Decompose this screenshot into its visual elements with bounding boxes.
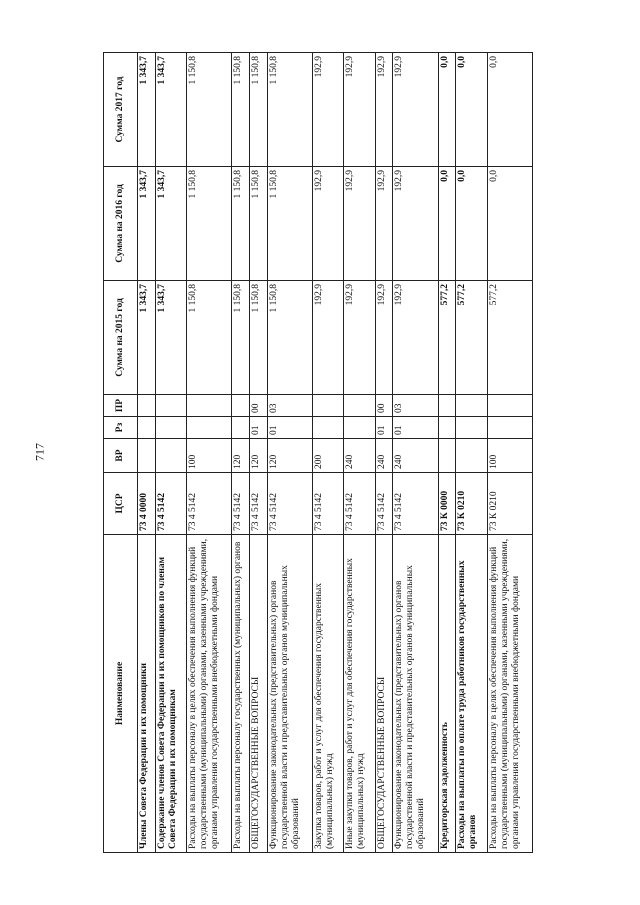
cell-csr: 73 4 5142 [155, 473, 186, 535]
cell-sum-2017: 1 150,8 [187, 53, 232, 167]
cell-sum-2017: 1 150,8 [232, 53, 250, 167]
cell-vr: 100 [487, 439, 532, 473]
cell-rz [138, 417, 156, 439]
cell-sum-2015: 192,9 [393, 281, 438, 395]
table-row [138, 53, 156, 853]
cell-sum-2017: 1 150,8 [267, 53, 312, 167]
cell-vr [155, 439, 186, 473]
table-row [344, 53, 375, 853]
cell-csr: 73 4 5142 [312, 473, 343, 535]
cell-csr: 73 4 5142 [249, 473, 267, 535]
cell-sum-2016: 1 150,8 [249, 167, 267, 281]
cell-vr: 240 [393, 439, 438, 473]
budget-table [103, 52, 533, 853]
cell-vr [456, 439, 487, 473]
cell-csr: 73 К 0210 [487, 473, 532, 535]
cell-rz [438, 417, 456, 439]
cell-csr: 73 4 0000 [138, 473, 156, 535]
cell-name: ОБЩЕГОСУДАРСТВЕННЫЕ ВОПРОСЫ [375, 535, 393, 853]
cell-rz [487, 417, 532, 439]
cell-sum-2016: 1 150,8 [267, 167, 312, 281]
cell-pr [312, 395, 343, 417]
header-vr: ВР [104, 439, 138, 473]
cell-sum-2016: 0,0 [487, 167, 532, 281]
cell-sum-2015: 577,2 [456, 281, 487, 395]
cell-sum-2015: 1 150,8 [249, 281, 267, 395]
cell-vr: 120 [232, 439, 250, 473]
header-csr: ЦСР [104, 473, 138, 535]
header-sum-2017: Сумма 2017 год [104, 53, 138, 167]
cell-name: Иные закупки товаров, работ и услуг для обеспечения государственных (муниципальных) нужд [344, 535, 375, 853]
cell-pr: 03 [393, 395, 438, 417]
cell-sum-2017: 192,9 [393, 53, 438, 167]
cell-pr [138, 395, 156, 417]
cell-rz: 01 [393, 417, 438, 439]
cell-sum-2015: 1 150,8 [232, 281, 250, 395]
cell-csr: 73 4 5142 [393, 473, 438, 535]
table-row [267, 53, 312, 853]
header-pr: ПР [104, 395, 138, 417]
cell-vr: 120 [267, 439, 312, 473]
cell-sum-2015: 192,9 [375, 281, 393, 395]
cell-vr: 100 [187, 439, 232, 473]
cell-sum-2017: 1 343,7 [155, 53, 186, 167]
cell-sum-2017: 192,9 [344, 53, 375, 167]
cell-vr [138, 439, 156, 473]
cell-sum-2017: 0,0 [456, 53, 487, 167]
cell-csr: 73 4 5142 [232, 473, 250, 535]
cell-name: Закупка товаров, работ и услуг для обеспечения государственных (муниципальных) нужд [312, 535, 343, 853]
page-number: 717 [32, 443, 47, 461]
cell-sum-2015: 192,9 [344, 281, 375, 395]
cell-rz [187, 417, 232, 439]
header-name: Наименование [104, 535, 138, 853]
table-row [249, 53, 267, 853]
cell-csr: 73 4 5142 [267, 473, 312, 535]
cell-rz [456, 417, 487, 439]
table-body [138, 53, 533, 853]
cell-rz [344, 417, 375, 439]
cell-sum-2016: 0,0 [438, 167, 456, 281]
cell-sum-2016: 1 150,8 [187, 167, 232, 281]
cell-pr: 00 [375, 395, 393, 417]
cell-sum-2017: 192,9 [312, 53, 343, 167]
table-row [487, 53, 532, 853]
cell-rz [312, 417, 343, 439]
cell-sum-2016: 192,9 [312, 167, 343, 281]
table-row [456, 53, 487, 853]
table-row [438, 53, 456, 853]
cell-vr [438, 439, 456, 473]
cell-vr: 240 [344, 439, 375, 473]
cell-sum-2017: 1 150,8 [249, 53, 267, 167]
cell-csr: 73 К 0000 [438, 473, 456, 535]
cell-sum-2017: 0,0 [438, 53, 456, 167]
cell-pr [187, 395, 232, 417]
cell-rz [155, 417, 186, 439]
cell-sum-2015: 577,2 [438, 281, 456, 395]
cell-sum-2015: 577,2 [487, 281, 532, 395]
cell-name: Расходы на выплаты персоналу в целях обеспечения выполнения функций государственными (муниципальными) органами, казенными учреждениями, органами управления государственными внебюджетными фондами [187, 535, 232, 853]
cell-rz: 01 [267, 417, 312, 439]
header-sum-2015: Сумма на 2015 год [104, 281, 138, 395]
rotated-table-wrapper [103, 53, 533, 853]
header-rz: Рз [104, 417, 138, 439]
cell-sum-2015: 192,9 [312, 281, 343, 395]
cell-sum-2017: 192,9 [375, 53, 393, 167]
cell-name: Расходы на выплаты персоналу в целях обеспечения выполнения функций государственными (муниципальными) органами, казенными учреждениями, органами управления государственными внебюджетными фондами [487, 535, 532, 853]
cell-sum-2016: 192,9 [375, 167, 393, 281]
cell-vr: 240 [375, 439, 393, 473]
cell-csr: 73 4 5142 [375, 473, 393, 535]
cell-rz: 01 [375, 417, 393, 439]
cell-sum-2016: 1 343,7 [138, 167, 156, 281]
cell-sum-2015: 1 150,8 [187, 281, 232, 395]
cell-sum-2016: 1 343,7 [155, 167, 186, 281]
cell-vr: 120 [249, 439, 267, 473]
cell-pr [438, 395, 456, 417]
cell-name: ОБЩЕГОСУДАРСТВЕННЫЕ ВОПРОСЫ [249, 535, 267, 853]
cell-pr: 03 [267, 395, 312, 417]
cell-sum-2015: 1 150,8 [267, 281, 312, 395]
table-row [155, 53, 186, 853]
table-header-row [104, 53, 138, 853]
cell-sum-2016: 0,0 [456, 167, 487, 281]
cell-sum-2017: 1 343,7 [138, 53, 156, 167]
cell-sum-2016: 1 150,8 [232, 167, 250, 281]
cell-name: Функционирование законодательных (представительных) органов государственной власти и представительных органов муниципальных образований [267, 535, 312, 853]
cell-name: Кредиторская задолженность [438, 535, 456, 853]
cell-name: Содержание членов Совета Федерации и их помощников по членам Совета Федерации и их помощникам [155, 535, 186, 853]
table-row [312, 53, 343, 853]
cell-pr [487, 395, 532, 417]
table-row [187, 53, 232, 853]
cell-vr: 200 [312, 439, 343, 473]
cell-csr: 73 4 5142 [344, 473, 375, 535]
cell-name: Функционирование законодательных (представительных) органов государственной власти и представительных органов муниципальных образований [393, 535, 438, 853]
cell-csr: 73 К 0210 [456, 473, 487, 535]
cell-sum-2015: 1 343,7 [155, 281, 186, 395]
cell-rz: 01 [249, 417, 267, 439]
cell-name: Члены Совета Федерации и их помощники [138, 535, 156, 853]
cell-pr [344, 395, 375, 417]
header-sum-2016: Сумма на 2016 год [104, 167, 138, 281]
cell-pr [232, 395, 250, 417]
cell-rz [232, 417, 250, 439]
cell-sum-2015: 1 343,7 [138, 281, 156, 395]
table-row [375, 53, 393, 853]
table-row [393, 53, 438, 853]
cell-pr: 00 [249, 395, 267, 417]
cell-sum-2016: 192,9 [393, 167, 438, 281]
cell-sum-2016: 192,9 [344, 167, 375, 281]
cell-name: Расходы на выплаты персоналу государственных (муниципальных) органов [232, 535, 250, 853]
cell-pr [456, 395, 487, 417]
table-row [232, 53, 250, 853]
cell-pr [155, 395, 186, 417]
cell-name: Расходы на выплаты по оплате труда работников государственных органов [456, 535, 487, 853]
cell-sum-2017: 0,0 [487, 53, 532, 167]
cell-csr: 73 4 5142 [187, 473, 232, 535]
